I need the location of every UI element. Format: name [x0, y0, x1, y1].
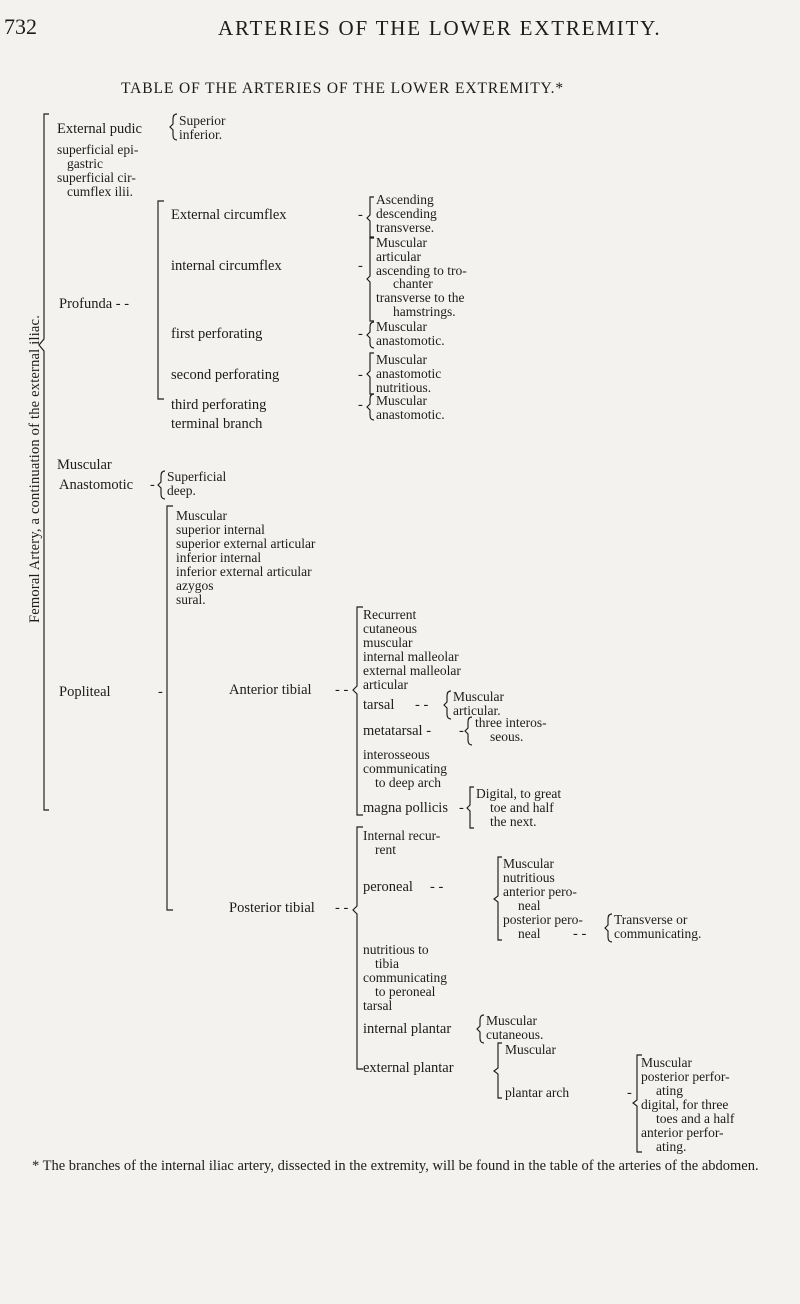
metatarsal-seous: seous.: [490, 729, 524, 744]
int-circ-articular: articular: [376, 249, 421, 264]
tarsal-brace: [443, 690, 452, 720]
int-circ-muscular: Muscular: [376, 235, 427, 250]
popliteal-bracket: [162, 505, 176, 913]
first-perforating: first perforating: [171, 326, 263, 342]
superficial-circumflex-2: cumflex ilii.: [67, 184, 133, 199]
third-perforating-dash: -: [358, 397, 363, 413]
internal-circumflex-brace: [366, 236, 375, 323]
ant-tib-interosseous: interosseous: [363, 747, 430, 762]
plantar-arch-anterior-perfor: anterior perfor-: [641, 1125, 724, 1140]
popliteal-sural: sural.: [176, 592, 206, 607]
metatarsal-brace: [464, 716, 473, 746]
internal-plantar-brace: [476, 1014, 485, 1044]
plantar-arch-ating-1: ating: [656, 1083, 683, 1098]
popliteal-dash: -: [158, 684, 163, 700]
peroneal-anterior: anterior pero-: [503, 884, 577, 899]
popliteal-azygos: azygos: [176, 578, 214, 593]
int-circ-hamstrings: hamstrings.: [393, 304, 456, 319]
peroneal-anterior-neal: neal: [518, 898, 541, 913]
plantar-arch-digital: digital, for three: [641, 1097, 729, 1112]
magna-pollicis-toe-half: toe and half: [490, 800, 554, 815]
first-perforating-dash: -: [358, 326, 363, 342]
external-circumflex: External circumflex: [171, 207, 287, 223]
second-perforating-dash: -: [358, 367, 363, 383]
post-tib-internal-recurrent-1: Internal recur-: [363, 828, 441, 843]
external-circumflex-brace: [366, 196, 375, 240]
superficial-circumflex-1: superficial cir-: [57, 170, 136, 185]
running-head: ARTERIES OF THE LOWER EXTREMITY.: [218, 16, 662, 40]
plantar-arch-toes-half: toes and a half: [656, 1111, 735, 1126]
second-perf-anastomotic: anastomotic: [376, 366, 442, 381]
third-perf-muscular: Muscular: [376, 393, 427, 408]
external-pudic-superior: Superior: [179, 113, 226, 128]
int-circ-chanter: chanter: [393, 276, 433, 291]
second-perf-muscular: Muscular: [376, 352, 427, 367]
posterior-peroneal-brace: [604, 913, 613, 943]
tarsal-muscular: Muscular: [453, 689, 504, 704]
external-circumflex-dash: -: [358, 207, 363, 223]
int-circ-ascending: ascending to tro-: [376, 263, 467, 278]
page-number: 732: [4, 14, 37, 39]
plantar-arch-posterior-perfor: posterior perfor-: [641, 1069, 730, 1084]
second-perf-nutritious: nutritious.: [376, 380, 432, 395]
posterior-tibial-dash: - -: [335, 900, 349, 916]
external-plantar-muscular: Muscular: [505, 1042, 556, 1057]
external-plantar-brace: [493, 1042, 503, 1100]
internal-circumflex: internal circumflex: [171, 258, 282, 274]
anastomotic-dash: -: [150, 477, 155, 493]
magna-pollicis-brace: [466, 786, 475, 830]
ant-tib-cutaneous: cutaneous: [363, 621, 417, 636]
peroneal-brace: [493, 856, 503, 942]
peroneal-nutritious: nutritious: [503, 870, 555, 885]
tarsal-dash: - -: [415, 697, 429, 713]
post-tib-to-peroneal: to peroneal: [375, 984, 436, 999]
ext-circ-descending: descending: [376, 206, 437, 221]
peroneal-label: peroneal: [363, 879, 413, 895]
femoral-bracket: [38, 113, 52, 813]
peroneal-posterior-neal: neal: [518, 926, 541, 941]
posterior-peroneal-dash: - -: [573, 926, 587, 942]
popliteal-inferior-external: inferior external articular: [176, 564, 312, 579]
ant-tib-communicating: communicating: [363, 761, 447, 776]
ant-tib-recurrent: Recurrent: [363, 607, 417, 622]
external-plantar-label: external plantar: [363, 1060, 454, 1076]
external-pudic-inferior: inferior.: [179, 127, 223, 142]
plantar-arch-ating-2: ating.: [656, 1139, 687, 1154]
post-tib-nutritious: nutritious to: [363, 942, 429, 957]
anastomotic-label: Anastomotic: [59, 477, 134, 493]
ant-tib-internal-malleolar: internal malleolar: [363, 649, 459, 664]
posterior-peroneal-transverse: Transverse or: [614, 912, 688, 927]
int-circ-transverse: transverse to the: [376, 290, 465, 305]
plantar-arch-label: plantar arch: [505, 1085, 570, 1100]
magna-pollicis-digital: Digital, to great: [476, 786, 562, 801]
posterior-tibial-label: Posterior tibial: [229, 900, 315, 916]
side-label-femoral-artery: Femoral Artery, a continuation of the external iliac.: [27, 314, 43, 623]
metatarsal-label: metatarsal -: [363, 723, 432, 739]
ant-tib-muscular: muscular: [363, 635, 413, 650]
post-tib-internal-recurrent-2: rent: [375, 842, 396, 857]
ant-tib-to-deep-arch: to deep arch: [375, 775, 441, 790]
anastomotic-superficial: Superficial: [167, 469, 227, 484]
anterior-tibial-dash: - -: [335, 682, 349, 698]
metatarsal-dash: -: [459, 723, 464, 739]
anterior-tibial-label: Anterior tibial: [229, 682, 312, 698]
metatarsal-three-interos: three interos-: [475, 715, 547, 730]
popliteal-muscular: Muscular: [176, 508, 227, 523]
first-perforating-brace: [366, 321, 375, 349]
footnote: * The branches of the internal iliac artery, dissected in the extremity, will be found in the table of the arteries of the abdomen.: [32, 1158, 759, 1174]
ext-circ-transverse: transverse.: [376, 220, 435, 235]
plantar-arch-dash: -: [627, 1085, 632, 1101]
post-tib-tarsal: tarsal: [363, 998, 393, 1013]
anastomotic-brace: [157, 470, 166, 500]
internal-plantar-cutaneous: cutaneous.: [486, 1027, 544, 1042]
external-pudic-label: External pudic: [57, 121, 142, 137]
tarsal-label: tarsal: [363, 697, 395, 713]
second-perforating-brace: [366, 352, 375, 396]
popliteal-label: Popliteal: [59, 684, 111, 700]
tarsal-articular: articular.: [453, 703, 501, 718]
popliteal-superior-external: superior external articular: [176, 536, 316, 551]
external-pudic-brace: [169, 113, 178, 142]
popliteal-inferior-internal: inferior internal: [176, 550, 262, 565]
internal-circumflex-dash: -: [358, 258, 363, 274]
ext-circ-ascending: Ascending: [376, 192, 434, 207]
peroneal-muscular: Muscular: [503, 856, 554, 871]
peroneal-dash: - -: [430, 879, 444, 895]
post-tib-tibia: tibia: [375, 956, 399, 971]
ant-tib-articular: articular: [363, 677, 408, 692]
profunda-bracket: [153, 200, 167, 402]
magna-pollicis-dash: -: [459, 800, 464, 816]
second-perforating: second perforating: [171, 367, 280, 383]
anastomotic-deep: deep.: [167, 483, 196, 498]
magna-pollicis-next: the next.: [490, 814, 537, 829]
first-perf-anastomotic: anastomotic.: [376, 333, 445, 348]
superficial-epigastric-2: gastric: [67, 156, 103, 171]
third-perf-anastomotic: anastomotic.: [376, 407, 445, 422]
terminal-branch: terminal branch: [171, 416, 263, 432]
superficial-epigastric-1: superficial epi-: [57, 142, 139, 157]
third-perforating: third perforating: [171, 397, 267, 413]
muscular-label: Muscular: [57, 457, 112, 473]
internal-plantar-label: internal plantar: [363, 1021, 452, 1037]
profunda-label: Profunda - -: [59, 296, 130, 312]
peroneal-posterior: posterior pero-: [503, 912, 583, 927]
table-title: TABLE OF THE ARTERIES OF THE LOWER EXTREMITY.*: [121, 80, 565, 97]
plantar-arch-muscular: Muscular: [641, 1055, 692, 1070]
post-tib-communicating: communicating: [363, 970, 447, 985]
posterior-peroneal-communicating: communicating.: [614, 926, 702, 941]
internal-plantar-muscular: Muscular: [486, 1013, 537, 1028]
popliteal-superior-internal: superior internal: [176, 522, 265, 537]
magna-pollicis-label: magna pollicis: [363, 800, 448, 816]
ant-tib-external-malleolar: external malleolar: [363, 663, 461, 678]
first-perf-muscular: Muscular: [376, 319, 427, 334]
third-perforating-brace: [366, 393, 375, 421]
